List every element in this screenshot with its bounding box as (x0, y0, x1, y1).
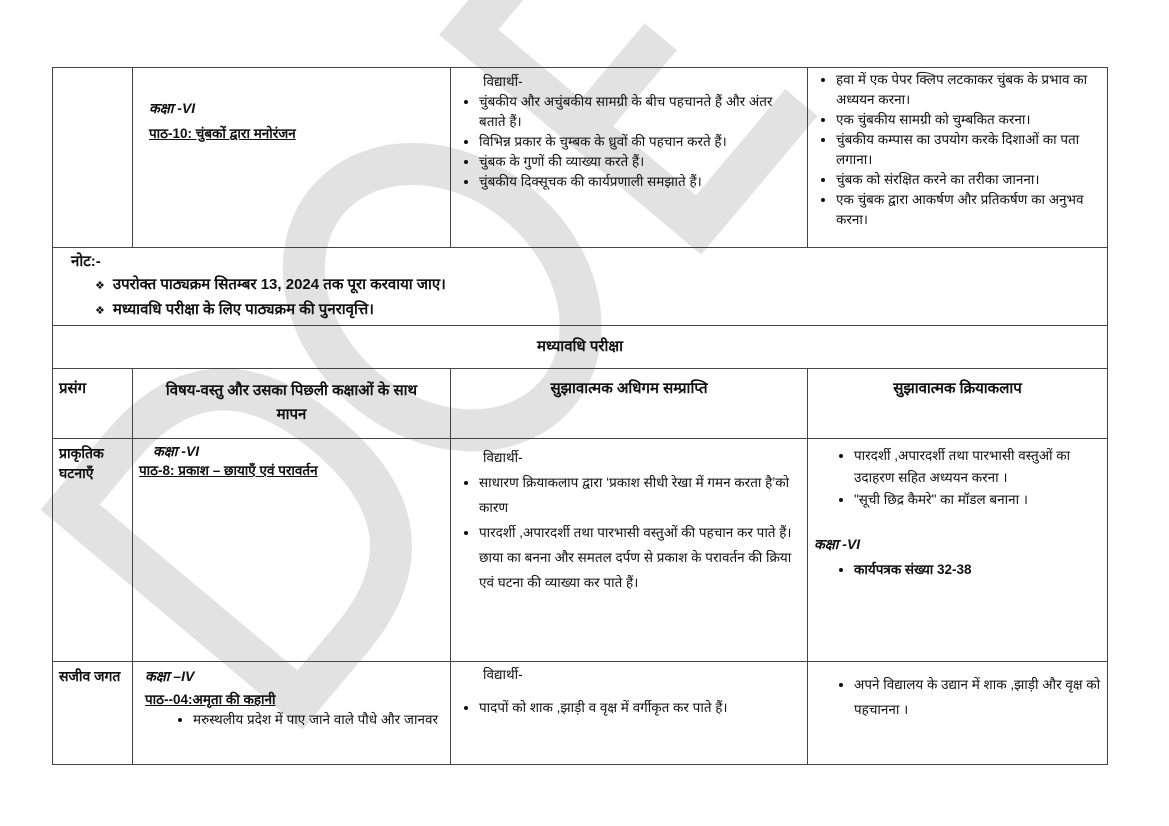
outcomes-intro: विद्यार्थी- (483, 667, 523, 682)
topic-cell: सजीव जगत (53, 662, 133, 765)
list-item: • एक चुंबकीय सामग्री को चुम्बकित करना। (836, 110, 1101, 130)
class-label: कक्षा -VI (149, 100, 196, 116)
worksheet-item: • कार्यपत्रक संख्या 32-38 (854, 559, 1101, 581)
outcomes-intro: विद्यार्थी- (483, 74, 523, 89)
note-title: नोट:- (71, 253, 101, 270)
list-item: • चुंबकीय कम्पास का उपयोग करके दिशाओं का पता लगाना। (836, 130, 1101, 170)
list-item: • चुंबकीय और अचुंबकीय सामग्री के बीच पहचानते हैं और अंतर बताते हैं। (479, 92, 801, 132)
note-item: ❖ उपरोक्त पाठ्यक्रम सितम्बर 13, 2024 तक पूरा करवाया जाए। (95, 273, 1089, 298)
content-cell (133, 439, 451, 662)
class-label: कक्षा –IV (145, 668, 195, 684)
midterm-title: मध्यावधि परीक्षा (53, 326, 1108, 369)
list-item: • पारदर्शी ,अपारदर्शी तथा पारभासी वस्तुओं का उदाहरण सहित अध्ययन करना । (854, 445, 1101, 489)
header-content: विषय-वस्तु और उसका पिछली कक्षाओं के साथ मापन (133, 369, 451, 439)
class-label: कक्षा -VI (153, 443, 200, 459)
topic-cell: प्राकृतिक घटनाएँ (53, 439, 133, 662)
content-cell (133, 68, 451, 248)
activities-cell (808, 662, 1108, 765)
list-item: • साधारण क्रियाकलाप द्वारा ‘प्रकाश सीधी रेखा में गमन करता है’को कारण (479, 470, 801, 520)
lesson-title: पाठ-10: चुंबकों द्वारा मनोरंजन (149, 126, 296, 141)
class-label: कक्षा -VI (814, 536, 861, 552)
header-outcomes: सुझावात्मक अधिगम सम्प्राप्ति (451, 369, 808, 439)
list-item: • "सूची छिद्र कैमरे" का मॉडल बनाना । (854, 489, 1101, 511)
list-item: • मरुस्थलीय प्रदेश में पाए जाने वाले पौधे और जानवर (193, 710, 438, 729)
outcomes-cell (451, 662, 808, 765)
lesson-title: पाठ--04:अमृता की कहानी (145, 692, 276, 707)
table-row (53, 662, 1108, 765)
list-item: • पारदर्शी ,अपारदर्शी तथा पारभासी वस्तुओं की पहचान कर पाते हैं। (479, 520, 801, 545)
lesson-title: पाठ-8: प्रकाश – छायाएँ एवं परावर्तन (139, 463, 318, 478)
note-item: ❖ मध्यावधि परीक्षा के लिए पाठ्यक्रम की पुनरावृत्ति। (95, 298, 1089, 323)
list-item: • चुंबकीय दिक्सूचक की कार्यप्रणाली समझाते हैं। (479, 172, 801, 192)
list-item: • अपने विद्यालय के उद्यान में शाक ,झाड़ी और वृक्ष को पहचानना । (854, 672, 1101, 722)
note-row (53, 248, 1108, 326)
table-row (53, 68, 1108, 248)
outcomes-intro: विद्यार्थी- (483, 450, 523, 465)
curriculum-table (52, 67, 1108, 765)
table-row (53, 439, 1108, 662)
header-topic: प्रसंग (53, 369, 133, 439)
activities-cell (808, 68, 1108, 248)
list-item: • हवा में एक पेपर क्लिप लटकाकर चुंबक के प्रभाव का अध्ययन करना। (836, 70, 1101, 110)
header-row (53, 369, 1108, 439)
content-cell (133, 662, 451, 765)
header-activities: सुझावात्मक क्रियाकलाप (808, 369, 1108, 439)
outcomes-cell (451, 68, 808, 248)
list-item: • एक चुंबक द्वारा आकर्षण और प्रतिकर्षण का अनुभव करना। (836, 190, 1101, 230)
list-item: • चुंबक के गुणों की व्याख्या करते हैं। (479, 152, 801, 172)
note-section (53, 248, 1108, 326)
list-item: • पादपों को शाक ,झाड़ी व वृक्ष में वर्गीकृत कर पाते हैं। (479, 695, 801, 720)
list-item: • चुंबक को संरक्षित करने का तरीका जानना। (836, 170, 1101, 190)
list-item: • विभिन्न प्रकार के चुम्बक के ध्रुवों की पहचान करते हैं। (479, 132, 801, 152)
outcomes-extra: छाया का बनना और समतल दर्पण से प्रकाश के परावर्तन की क्रिया एवं घटना की व्याख्या कर पाते हैं। (479, 550, 792, 590)
outcomes-cell (451, 439, 808, 662)
topic-cell-empty (53, 68, 133, 248)
activities-cell (808, 439, 1108, 662)
midterm-row (53, 326, 1108, 369)
